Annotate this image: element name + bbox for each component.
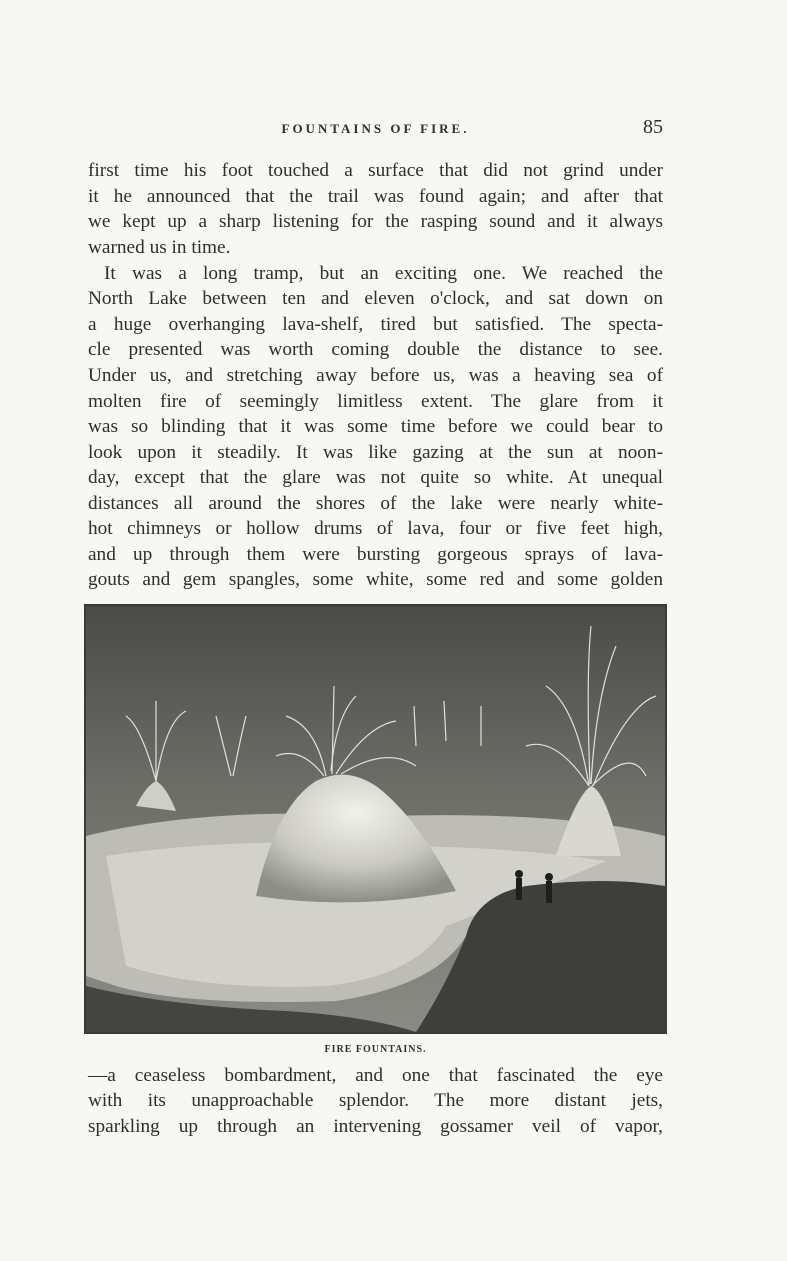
text-line: molten fire of seemingly limitless extent. The glare from it	[88, 391, 663, 412]
running-title: FOUNTAINS OF FIRE.	[281, 121, 470, 136]
text-line: it he announced that the trail was found again; and after that	[88, 186, 663, 207]
text-line: distances all around the shores of the lake were nearly white-	[88, 493, 663, 514]
page-number: 85	[643, 116, 663, 138]
text-line: cle presented was worth coming double the distance to see.	[88, 339, 663, 360]
text-line: first time his foot touched a surface that did not grind under	[88, 160, 663, 181]
text-line: Under us, and stretching away before us, was a heaving sea of	[88, 365, 663, 386]
figure-caption: FIRE FOUNTAINS.	[324, 1044, 427, 1055]
text-line: hot chimneys or hollow drums of lava, four or five feet high,	[88, 518, 663, 539]
text-line: we kept up a sharp listening for the rasping sound and it always	[88, 211, 663, 232]
text-line: sparkling up through an intervening gossamer veil of vapor,	[88, 1116, 663, 1137]
text-line: a huge overhanging lava-shelf, tired but satisfied. The specta-	[88, 314, 663, 335]
text-line: with its unapproachable splendor. The more distant jets,	[88, 1090, 663, 1111]
text-line: was so blinding that it was some time before we could bear to	[88, 416, 663, 437]
text-line: gouts and gem spangles, some white, some red and some golden	[88, 569, 663, 590]
text-line: day, except that the glare was not quite so white. At unequal	[88, 467, 663, 488]
text-line: North Lake between ten and eleven o'clock, and sat down on	[88, 288, 663, 309]
fire-fountains-illustration	[84, 604, 667, 1034]
text-line: warned us in time.	[88, 237, 231, 258]
running-header	[88, 116, 663, 140]
text-line: look upon it steadily. It was like gazing at the sun at noon-	[88, 442, 663, 463]
text-line: It was a long tramp, but an exciting one. We reached the	[104, 263, 663, 284]
text-line: —a ceaseless bombardment, and one that fascinated the eye	[88, 1065, 663, 1086]
text-line: and up through them were bursting gorgeous sprays of lava-	[88, 544, 663, 565]
